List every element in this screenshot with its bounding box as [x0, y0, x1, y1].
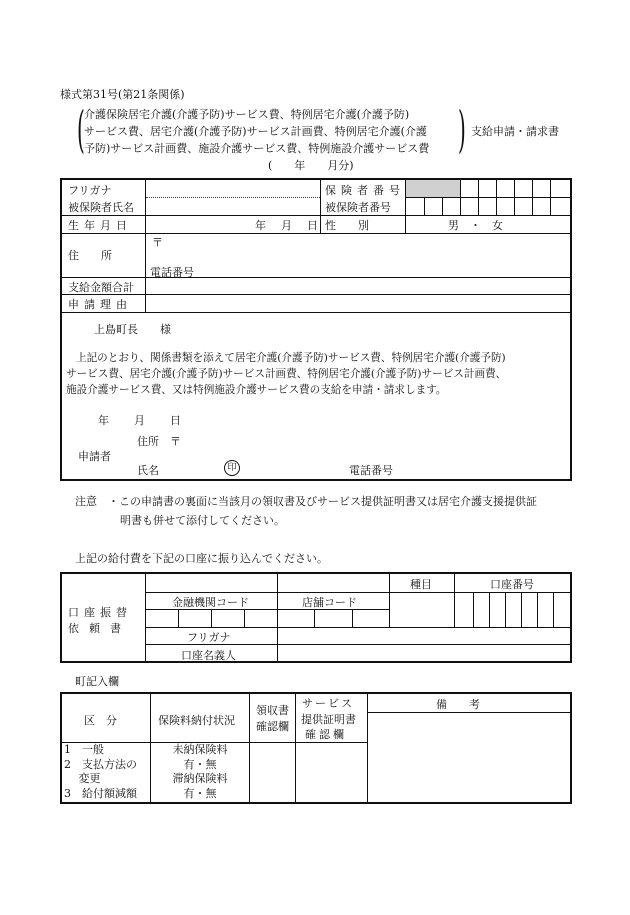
insured-name-label: 被保険者氏名	[68, 201, 134, 214]
col-receipt-1: 領収書	[256, 704, 289, 717]
premium-status: 滞納保険料	[172, 772, 228, 785]
billing-period: ( 年 月分)	[268, 159, 354, 172]
col-service-1: サービス	[302, 697, 354, 710]
sex-options[interactable]: 男 ・ 女	[448, 219, 503, 232]
premium-status-list	[151, 743, 249, 801]
reason-label: 申請理由	[68, 298, 132, 311]
category-list	[64, 743, 137, 801]
col-category: 区 分	[84, 714, 117, 727]
town-section-heading: 町記入欄	[75, 675, 119, 688]
right-bracket: )	[458, 99, 466, 159]
col-service-2: 提供証明書	[301, 713, 356, 726]
account-type-label: 種目	[410, 578, 432, 591]
receipt-check-field[interactable]	[250, 743, 295, 802]
town-table	[60, 692, 572, 804]
declaration-text: 上記のとおり、関係書類を添えて居宅介護(介護予防)サービス費、特例居宅介護(介護予防) サービス費、居宅介護(介護予防)サービス計画費、特例居宅介護(介護予防)サービス計画費、 施設介護サービス費、又は特例施設介護サービス費の支給を申請・請求します。	[66, 352, 507, 396]
bank-furigana-field[interactable]	[278, 628, 570, 644]
bank-code-label: 金融機関コード	[172, 596, 249, 609]
reason-field[interactable]	[146, 295, 570, 312]
birth-label: 生年月日	[68, 219, 132, 232]
total-amount-label: 支給金額合計	[68, 281, 134, 294]
premium-status: 有・無	[183, 757, 217, 771]
form-title-suffix: 支給申請・請求書	[471, 125, 559, 138]
bank-furigana-label: フリガナ	[187, 631, 231, 644]
insured-number-label: 被保険者番号	[325, 201, 391, 214]
birth-date-field[interactable]: 年 月 日	[255, 219, 320, 232]
furigana-label: フリガナ	[68, 184, 112, 197]
branch-code-label: 店舗コード	[302, 596, 357, 609]
premium-status: 未納保険料	[172, 743, 228, 756]
col-service-3: 確認欄	[305, 728, 347, 741]
form-title: 介護保険居宅介護(介護予防)サービス費、特例居宅介護(介護予防) サービス費、居宅介護(介護予防)サービス計画費、特例居宅介護(介護 予防)サービス計画費、施設介護サービス費、特例施設介護サービス費	[84, 108, 430, 155]
notice-line1: ・この申請書の裏面に当該月の領収書及びサービス提供証明書又は居宅介護支援提供証	[108, 495, 537, 508]
category-item: 3 給付額減額	[64, 786, 137, 800]
address-field[interactable]	[146, 234, 570, 264]
applicant-table	[60, 178, 572, 481]
account-number-label: 口座番号	[490, 578, 534, 591]
notice-line2: 明書も併せて添付してください。	[120, 514, 285, 527]
insured-number-field[interactable]	[406, 198, 570, 215]
account-holder-label: 口座名義人	[181, 649, 236, 662]
col-remarks: 備 考	[436, 698, 480, 711]
bank-intro: 上記の給付費を下記の口座に振り込んでください。	[75, 552, 328, 565]
transfer-label-2: 依頼書	[68, 622, 131, 635]
category-item: 1 一般	[64, 743, 104, 756]
premium-status: 有・無	[183, 786, 217, 800]
application-date[interactable]: 年 月 日	[98, 414, 182, 427]
col-premium: 保険料納付状況	[158, 714, 235, 727]
insurer-number-label: 保険者番号	[325, 184, 405, 197]
seal-mark: 印	[224, 460, 240, 476]
address-label: 住 所	[68, 249, 112, 262]
sex-label: 性 別	[325, 219, 369, 232]
bank-table	[60, 572, 572, 663]
postal-mark: 〒	[152, 236, 163, 249]
category-item: 2 支払方法の	[64, 757, 137, 771]
applicant-phone-label: 電話番号	[349, 464, 393, 477]
service-check-field[interactable]	[296, 743, 367, 802]
applicant-name-label: 氏名	[137, 464, 159, 477]
insurer-number-field[interactable]	[406, 180, 570, 198]
left-bracket: (	[77, 99, 85, 159]
form-id: 様式第31号(第21条関係)	[60, 88, 185, 101]
applicant-address-label: 住所 〒	[137, 435, 181, 448]
notice-label: 注意	[75, 495, 97, 508]
insured-name-field[interactable]	[146, 198, 320, 215]
applicant-label: 申請者	[78, 450, 111, 463]
category-item: 変更	[64, 772, 101, 785]
transfer-label-1: 口座振替	[68, 606, 132, 619]
phone-label: 電話番号	[150, 266, 194, 279]
total-amount-field[interactable]	[146, 278, 570, 294]
account-holder-field[interactable]	[278, 645, 570, 661]
addressee: 上島町長 様	[94, 323, 171, 336]
col-receipt-2: 確認欄	[256, 720, 289, 733]
remarks-field[interactable]	[368, 713, 570, 802]
